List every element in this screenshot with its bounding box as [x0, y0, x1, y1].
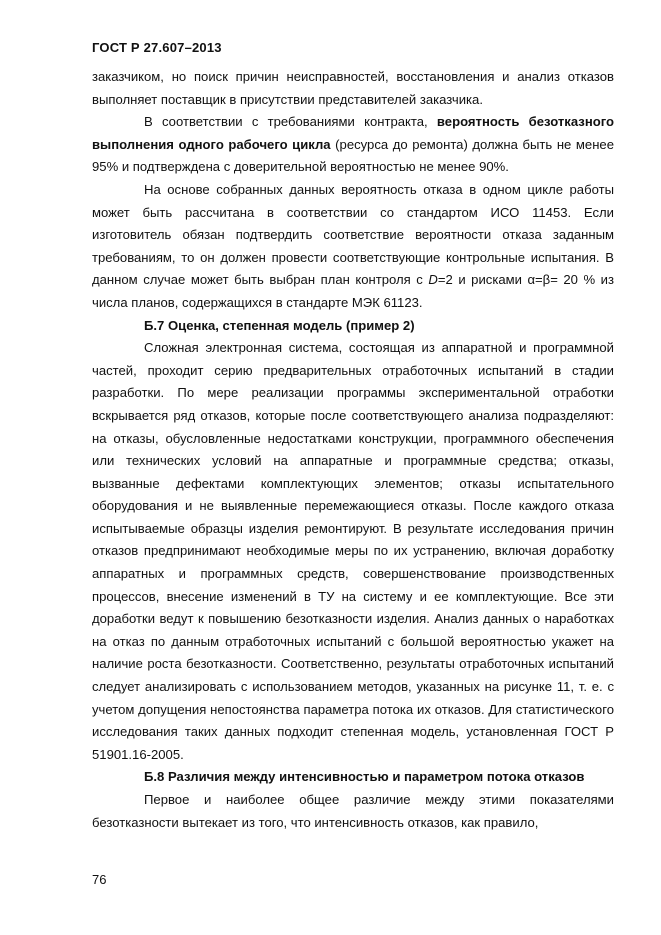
paragraph-text: В соответствии с требованиями контракта,	[144, 114, 437, 130]
paragraph-text: (ресурса до ремонта) должна быть не менее 95% и подтверждена с доверительной вероятностью не менее 90%.	[92, 136, 614, 175]
paragraph-differences: Первое и наиболее общее различие между этими показателями безотказности вытекает из того, что интенсивность отказов, как правило,	[92, 792, 614, 830]
page-number: 76	[92, 872, 107, 887]
section-heading-b7: Б.7 Оценка, степенная модель (пример 2)	[144, 317, 415, 333]
paragraph-text: =2 и рисками α=β= 20 % из числа планов, содержащихся в стандарте МЭК 61123.	[92, 272, 614, 310]
bold-term: вероятность безотказного выполнения одного рабочего цикла	[92, 114, 615, 152]
document-body	[92, 66, 614, 834]
paragraph-contract-requirements	[92, 111, 614, 179]
document-header: ГОСТ Р 27.607–2013	[92, 40, 222, 55]
section-heading-b8: Б.8 Различия между интенсивностью и параметром потока отказов	[144, 769, 585, 785]
paragraph-failure-probability	[92, 179, 614, 315]
italic-variable: D	[428, 272, 438, 288]
paragraph-text: На основе собранных данных вероятность отказа в одном цикле работы может быть рассчитана в соответствии со стандартом ИСО 11453. Если изготовитель обязан подтвердить соответствие вероятности отказа заданным требованиям, то он должен провести соответствующие контрольные испытания. В данном случае может быть выбран план контроля с	[92, 181, 614, 288]
paragraph-continuation: заказчиком, но поиск причин неисправностей, восстановления и анализ отказов выполняет поставщик в присутствии представителей заказчика.	[92, 69, 614, 107]
paragraph-power-model: Сложная электронная система, состоящая из аппаратной и программной частей, проходит серию предварительных отработочных испытаний в стадии разработки. По мере реализации программы экспериментальной отработки вскрывается ряд отказов, которые после соответствующего анализа подразделяют: на отказы, обусловленные недостатками конструкции, программного обеспечения или технических условий на аппаратные и программные средства; отказы, вызванные дефектами комплектующих элементов; отказы испытательного оборудования и не выявленные перемежающиеся отказы. После каждого отказа испытываемые образцы изделия ремонтируют. В результате исследования причин отказов предпринимают необходимые меры по их устранению, включая доработку аппаратных и программных средств, совершенствование производственных процессов, внесение изменений в ТУ на систему и ее комплектующие. Все эти доработки ведут к повышению безотказности изделия. Анализ данных о наработках на отказ по данным отработочных испытаний с большой вероятностью укажет на наличие роста безотказности. Соответственно, результаты отработочных испытаний следует анализировать с использованием методов, указанных на рисунке 11, т. е. с учетом допущения непостоянства параметра потока их отказов. Для статистического исследования таких данных подходит степенная модель, установленная ГОСТ Р 51901.16-2005.	[92, 340, 614, 762]
